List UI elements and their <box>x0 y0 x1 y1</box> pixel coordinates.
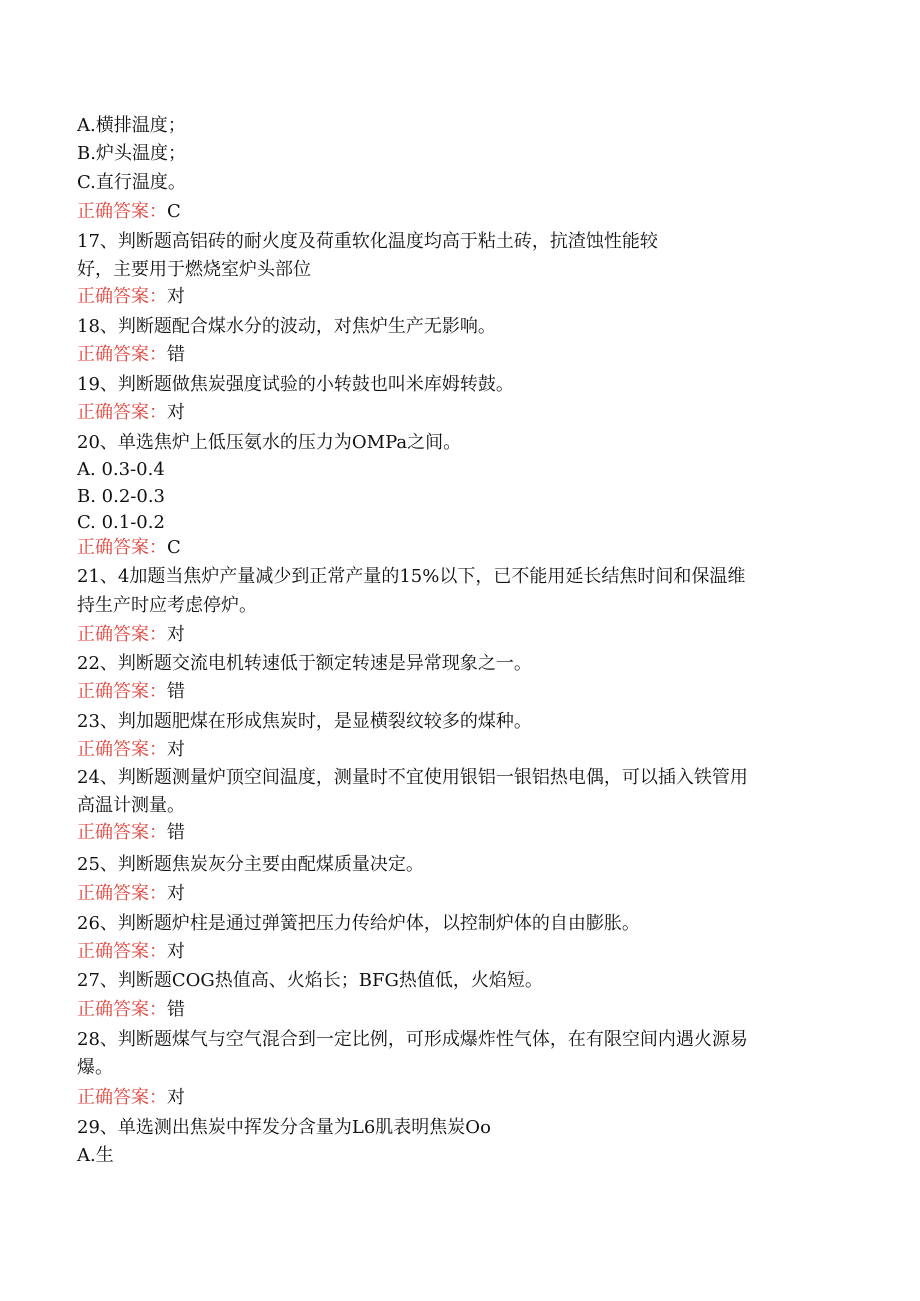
text-line: 23、判加题肥煤在形成焦炭时，是显横裂纹较多的煤种。 <box>77 711 532 732</box>
text-line: 17、判断题高铝砖的耐火度及荷重软化温度均高于粘土砖，抗渣蚀性能较 <box>77 231 658 252</box>
text-line: 18、判断题配合煤水分的波动，对焦炉生产无影响。 <box>77 316 496 337</box>
text-line: 持生产时应考虑停炉。 <box>77 595 257 616</box>
text-line: 27、判断题COG热值高、火焰长；BFG热值低，火焰短。 <box>77 970 543 991</box>
answer-line <box>77 739 185 761</box>
answer-label: 正确答案： <box>77 201 167 222</box>
answer-value: 错 <box>167 822 185 843</box>
answer-value: 对 <box>167 402 185 423</box>
text-line: A. 0.3-0.4 <box>77 459 165 480</box>
answer-value: 对 <box>167 286 185 307</box>
answer-label: 正确答案： <box>77 941 167 962</box>
answer-line <box>77 883 185 905</box>
answer-label: 正确答案： <box>77 739 167 760</box>
answer-value: C <box>167 201 181 222</box>
text-line: 21、4加题当焦炉产量减少到正常产量的15%以下，已不能用延长结焦时间和保温维 <box>77 566 746 587</box>
answer-line <box>77 999 185 1021</box>
answer-value: 错 <box>167 681 185 702</box>
text-line: 20、单选焦炉上低压氨水的压力为OMPa之间。 <box>77 432 462 453</box>
answer-label: 正确答案： <box>77 681 167 702</box>
answer-line <box>77 822 185 844</box>
answer-value: 对 <box>167 739 185 760</box>
answer-value: 错 <box>167 344 185 365</box>
text-line: A.生 <box>77 1145 114 1166</box>
text-line: 好，主要用于燃烧室炉头部位 <box>77 259 311 280</box>
text-line: 25、判断题焦炭灰分主要由配煤质量决定。 <box>77 854 424 875</box>
answer-line <box>77 624 185 646</box>
answer-line <box>77 537 181 559</box>
text-line: 28、判断题煤气与空气混合到一定比例，可形成爆炸性气体，在有限空间内遇火源易 <box>77 1029 748 1050</box>
answer-label: 正确答案： <box>77 624 167 645</box>
answer-line <box>77 201 181 223</box>
text-line: B. 0.2-0.3 <box>77 486 166 507</box>
text-line: 高温计测量。 <box>77 795 185 816</box>
answer-label: 正确答案： <box>77 344 167 365</box>
text-line: A.横排温度； <box>77 115 186 136</box>
text-line: 19、判断题做焦炭强度试验的小转鼓也叫米库姆转鼓。 <box>77 374 514 395</box>
text-line: 24、判断题测量炉顶空间温度，测量时不宜使用银铝一银铝热电偶，可以插入铁管用 <box>77 767 748 788</box>
answer-line <box>77 402 185 424</box>
answer-value: 对 <box>167 1087 185 1108</box>
answer-label: 正确答案： <box>77 822 167 843</box>
answer-value: 对 <box>167 883 185 904</box>
answer-value: 错 <box>167 999 185 1020</box>
answer-label: 正确答案： <box>77 537 167 558</box>
answer-label: 正确答案： <box>77 286 167 307</box>
answer-line <box>77 344 185 366</box>
answer-line <box>77 681 185 703</box>
answer-value: C <box>167 537 181 558</box>
text-line: C.直行温度。 <box>77 172 186 193</box>
answer-label: 正确答案： <box>77 883 167 904</box>
text-line: 29、单选测出焦炭中挥发分含量为L6肌表明焦炭Oo <box>77 1117 491 1138</box>
answer-value: 对 <box>167 624 185 645</box>
text-line: 22、判断题交流电机转速低于额定转速是异常现象之一。 <box>77 653 532 674</box>
answer-line <box>77 286 185 308</box>
answer-line <box>77 941 185 963</box>
answer-line <box>77 1087 185 1109</box>
answer-label: 正确答案： <box>77 999 167 1020</box>
text-line: C. 0.1-0.2 <box>77 512 165 533</box>
answer-value: 对 <box>167 941 185 962</box>
answer-label: 正确答案： <box>77 1087 167 1108</box>
text-line: B.炉头温度； <box>77 143 186 164</box>
text-line: 26、判断题炉柱是通过弹簧把压力传给炉体，以控制炉体的自由膨胀。 <box>77 913 640 934</box>
answer-label: 正确答案： <box>77 402 167 423</box>
text-line: 爆。 <box>77 1057 113 1078</box>
